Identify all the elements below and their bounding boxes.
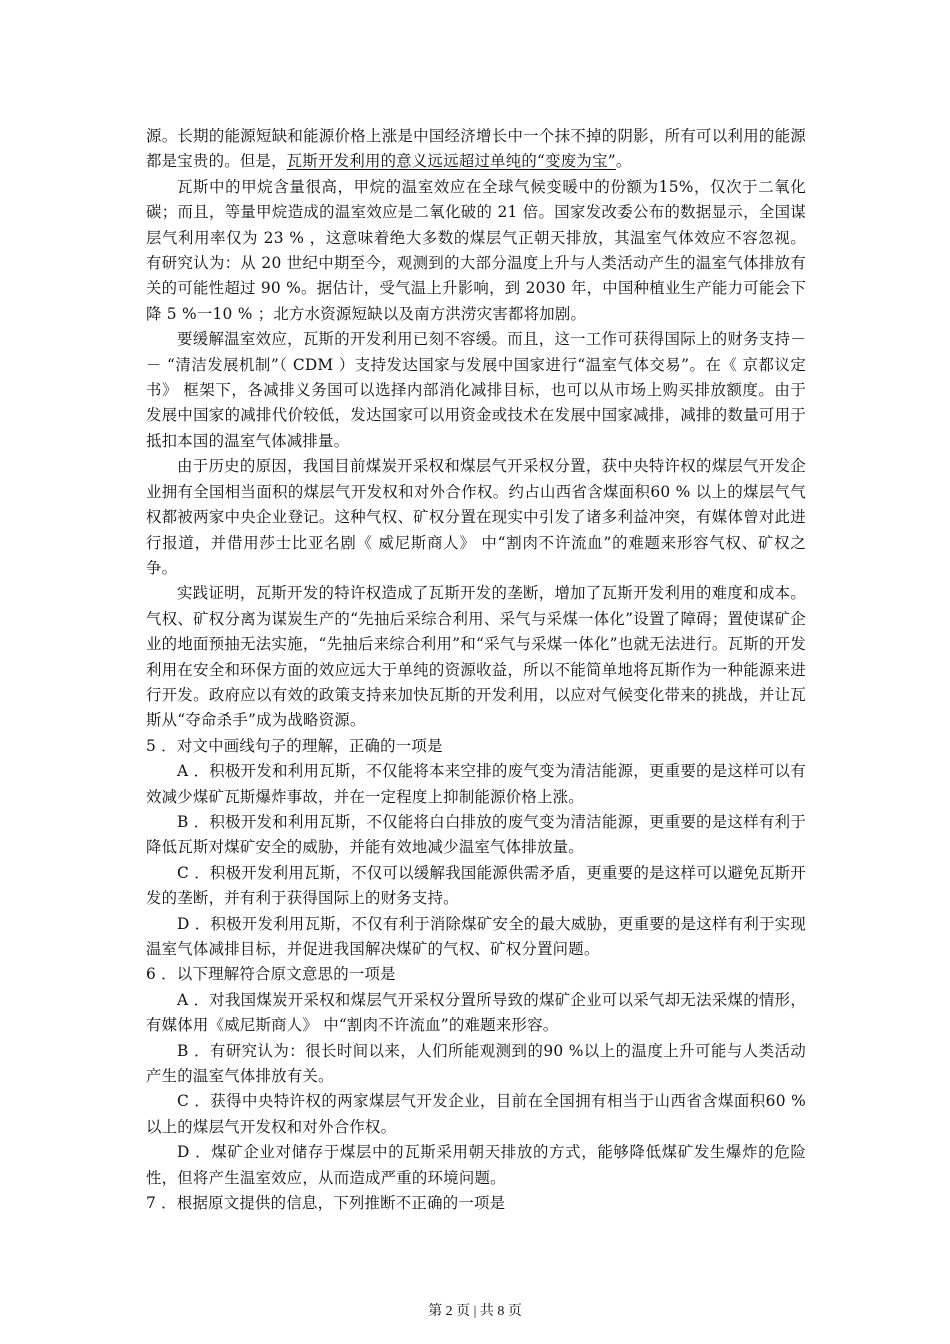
underlined-sentence: 瓦斯开发利用的意义远远超过单纯的“变废为宝”: [286, 152, 616, 171]
question-6-option-c: C ．获得中央特许权的两家煤层气开发企业，目前在全国拥有相当于山西省含煤面积60 % 以上的煤层气开发权和对外合作权。: [146, 1092, 806, 1136]
page-footer: 第 2 页 | 共 8 页: [428, 1304, 522, 1319]
paragraph-1-end: 。: [615, 152, 632, 171]
paragraph-4: 由于历史的原因，我国目前煤炭开采权和煤层气开采权分置，获中央特许权的煤层气开发企业拥有全国相当面积的煤层气开发权和对外合作权。约占山西省含煤面积60 % 以上的煤层气气权都被两家中央企业登记。这种气权、矿权分置在现实中引发了诸多利益冲突，有媒体曾对此进行报道，并借用莎士比亚名剧《 威尼斯商人》 中“割肉不许流血”的难题来形容气权、矿权之争。: [146, 457, 806, 577]
question-6-option-b: B ．有研究认为：很长时间以来，人们所能观测到的90 %以上的温度上升可能与人类活动产生的温室气体排放有关。: [146, 1041, 806, 1086]
question-6-stem: 6 ．以下理解符合原文意思的一项是: [146, 965, 396, 984]
question-6-option-d: D ．煤矿企业对储存于煤层中的瓦斯采用朝天排放的方式，能够降低煤矿发生爆炸的危险性，但将产生温室效应，从而造成严重的环境问题。: [146, 1143, 806, 1187]
paragraph-5: 实践证明，瓦斯开发的特许权造成了瓦斯开发的垄断，增加了瓦斯开发利用的难度和成本。气权、矿权分离为谋炭生产的“先抽后采综合利用、采气与采煤一体化”设置了障碍；置使谋矿企业的地面预抽无法实施，“先抽后来综合利用”和“采气与采煤一体化”也就无法进行。瓦斯的开发利用在安全和环保方面的效应远大于单纯的资源收益，所以不能简单地将瓦斯作为一种能源来进行开发。政府应以有效的政策支持来加快瓦斯的开发利用，以应对气候变化带来的挑战，并让瓦斯从“夺命杀手”成为战略资源。: [146, 584, 806, 730]
question-5-option-b: B ．积极开发和利用瓦斯，不仅能将白白排放的废气变为清洁能源，更重要的是这样有利于降低瓦斯对煤矿安全的威胁，并能有效地减少温室气体排放量。: [146, 812, 806, 857]
paragraph-1: [146, 124, 806, 175]
paragraph-1-text: 源。长期的能源短缺和能源价格上涨是中国经济增长中一个抹不掉的阴影，所有可以利用的能源都是宝贵的。但是，: [146, 127, 806, 171]
question-5-option-a: A ．积极开发和利用瓦斯，不仅能将本来空排的废气变为清洁能源，更重要的是这样可以有效减少煤矿瓦斯爆炸事故，并在一定程度上抑制能源价格上涨。: [146, 762, 806, 806]
question-5-option-d: D ．积极开发利用瓦斯，不仅有利于消除煤矿安全的最大威胁，更重要的是这样有利于实现温室气体减排目标，并促进我国解决煤矿的气权、矿权分置问题。: [146, 914, 806, 958]
question-5-option-c: C ．积极开发利用瓦斯，不仅可以缓解我国能源供需矛盾，更重要的是这样可以避免瓦斯开发的垄断，并有利于获得国际上的财务支持。: [146, 863, 806, 908]
paragraph-2: 瓦斯中的甲烷含量很高，甲烷的温室效应在全球气候变暖中的份额为15%，仅次于二氧化碳；而且，等量甲烷造成的温室效应是二氧化破的 21 倍。国家发改委公布的数据显示，全国谋层气利用率仅为 23 % ，这意味着绝大多数的煤层气正朝天排放，其温室气体效应不容忽视。有研究认为：从 20 世纪中期至今，观测到的大部分温度上升与人类活动产生的温室气体排放有关的可能性超过 90 %。据估计，受气温上升影响，到 2030 年，中国种植业生产能力可能会下降 5 %一10 % ；北方水资源短缺以及南方洪涝灾害都将加剧。: [146, 177, 806, 323]
article-body: [146, 124, 806, 1216]
question-7-stem: 7 ．根据原文提供的信息，下列推断不正确的一项是: [146, 1194, 506, 1213]
question-5-stem: 5 ．对文中画线句子的理解，正确的一项是: [146, 736, 443, 755]
question-6-option-a: A ．对我国煤炭开采权和煤层气开采权分置所导致的煤矿企业可以采气却无法采煤的情形，有媒体用《威尼斯商人》 中“割肉不许流血”的难题来形容。: [146, 990, 806, 1035]
paragraph-3: 要缓解温室效应，瓦斯的开发利用已刻不容缓。而且，这一工作可获得国际上的财务支持－－ “清洁发展机制”（ CDM ）支持发达国家与发展中国家进行“温室气体交易”。在《 京都议定书》 框架下，各减排义务国可以选择内部消化减排目标，也可以从市场上购买排放额度。由于发展中国家的减排代价较低，发达国家可以用资金或技术在发展中国家减排，减排的数量可用于抵扣本国的温室气体减排量。: [146, 330, 806, 450]
